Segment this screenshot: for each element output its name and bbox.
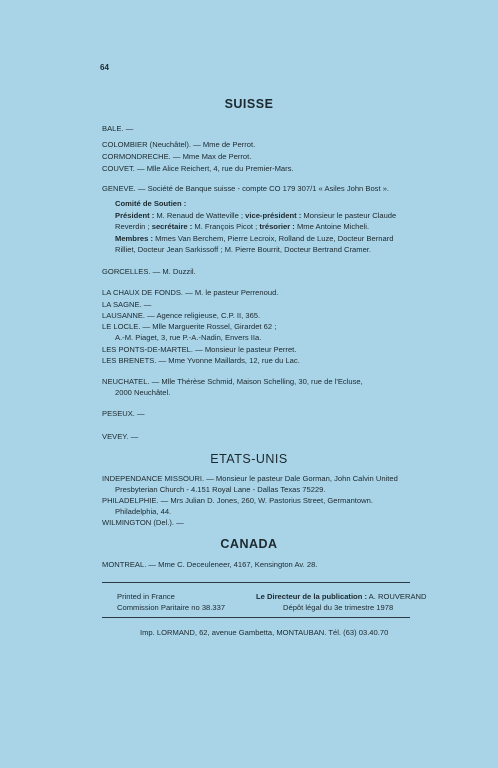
- label-membres: Membres :: [115, 234, 153, 243]
- entry-la-sagne: LA SAGNE. —: [102, 300, 152, 309]
- entry-geneve: GENEVE. — Société de Banque suisse - compte CO 179 307/1 « Asiles John Bost ».: [102, 184, 390, 193]
- text-tresorier: Mme Antoine Micheli.: [294, 222, 370, 231]
- page-number: 64: [100, 63, 109, 72]
- label-secretaire: secrétaire :: [151, 222, 193, 231]
- footer-rule-top: [102, 582, 410, 583]
- entry-les-brenets: LES BRENETS. — Mme Yvonne Maillards, 12, rue du Lac.: [102, 356, 300, 365]
- entry-vevey: VEVEY. —: [102, 432, 139, 441]
- entry-chaux-de-fonds: LA CHAUX DE FONDS. — M. le pasteur Perrenoud.: [102, 288, 279, 297]
- footer-directeur-name: A. ROUVERAND: [366, 592, 427, 601]
- footer-printed: Printed in France: [117, 592, 175, 601]
- label-president: Président :: [115, 211, 155, 220]
- entry-peseux: PESEUX. —: [102, 409, 145, 418]
- footer-imprimeur: Imp. LORMAND, 62, avenue Gambetta, MONTAUBAN. Tél. (63) 03.40.70: [140, 628, 389, 637]
- entry-wilmington: WILMINGTON (Del.). —: [102, 518, 184, 527]
- heading-etats-unis: ETATS-UNIS: [210, 452, 288, 466]
- comite-line-2: [115, 222, 369, 232]
- comite-title: Comité de Soutien :: [115, 199, 187, 208]
- entry-neuchatel-cont: 2000 Neuchâtel.: [115, 388, 171, 397]
- entry-ponts-de-martel: LES PONTS-DE-MARTEL. — Monsieur le pasteur Perret.: [102, 345, 297, 354]
- entry-bale: BALE. —: [102, 124, 134, 133]
- entry-gorcelles: GORCELLES. — M. Duzzil.: [102, 267, 196, 276]
- comite-line-3: [115, 234, 393, 244]
- entry-lausanne: LAUSANNE. — Agence religieuse, C.P. II, 365.: [102, 311, 261, 320]
- entry-philadelphie: PHILADELPHIE. — Mrs Julian D. Jones, 260, W. Pastorius Street, Germantown.: [102, 496, 373, 505]
- comite-line-1: [115, 211, 396, 221]
- text-secretaire: M. François Picot ;: [192, 222, 260, 231]
- entry-philadelphie-cont: Philadelphia, 44.: [115, 507, 172, 516]
- label-tresorier: trésorier :: [259, 222, 295, 231]
- footer-commission: Commission Paritaire no 38.337: [117, 603, 226, 612]
- text-reverdin: Reverdin ;: [115, 222, 152, 231]
- entry-colombier: COLOMBIER (Neuchâtel). — Mme de Perrot.: [102, 140, 256, 149]
- entry-independance-cont: Presbyterian Church - 4.151 Royal Lane - Dallas Texas 75229.: [115, 485, 326, 494]
- entry-cormondreche: CORMONDRECHE. — Mme Max de Perrot.: [102, 152, 252, 161]
- text-vice-president: Monsieur le pasteur Claude: [301, 211, 397, 220]
- footer-directeur: [256, 592, 426, 602]
- footer-rule-bottom: [102, 617, 410, 618]
- heading-suisse: SUISSE: [224, 97, 274, 111]
- entry-independance: INDEPENDANCE MISSOURI. — Monsieur le pasteur Dale Gorman, John Calvin United: [102, 474, 398, 483]
- entry-couvet: COUVET. — Mlle Alice Reichert, 4, rue du Premier-Mars.: [102, 164, 294, 173]
- text-president: M. Renaud de Watteville ;: [154, 211, 246, 220]
- entry-neuchatel: NEUCHATEL. — Mlle Thérèse Schmid, Maison Schelling, 30, rue de l'Ecluse,: [102, 377, 363, 386]
- entry-montreal: MONTREAL. — Mme C. Deceuleneer, 4167, Kensington Av. 28.: [102, 560, 318, 569]
- heading-canada: CANADA: [220, 537, 278, 551]
- label-vice-president: vice-président :: [245, 211, 302, 220]
- entry-le-locle: LE LOCLE. — Mlle Marguerite Rossel, Girardet 62 ;: [102, 322, 277, 331]
- entry-le-locle-cont: A.-M. Piaget, 3, rue P.-A.-Nadin, Envers IIa.: [115, 333, 262, 342]
- text-membres: Mmes Van Berchem, Pierre Lecroix, Rolland de Luze, Docteur Bernard: [152, 234, 394, 243]
- footer-depot: Dépôt légal du 3e trimestre 1978: [283, 603, 394, 612]
- footer-directeur-label: Le Directeur de la publication :: [256, 592, 367, 601]
- comite-line-4: Rilliet, Docteur Jean Sarkissoff ; M. Pierre Bourrit, Docteur Bertrand Cramer.: [115, 245, 372, 254]
